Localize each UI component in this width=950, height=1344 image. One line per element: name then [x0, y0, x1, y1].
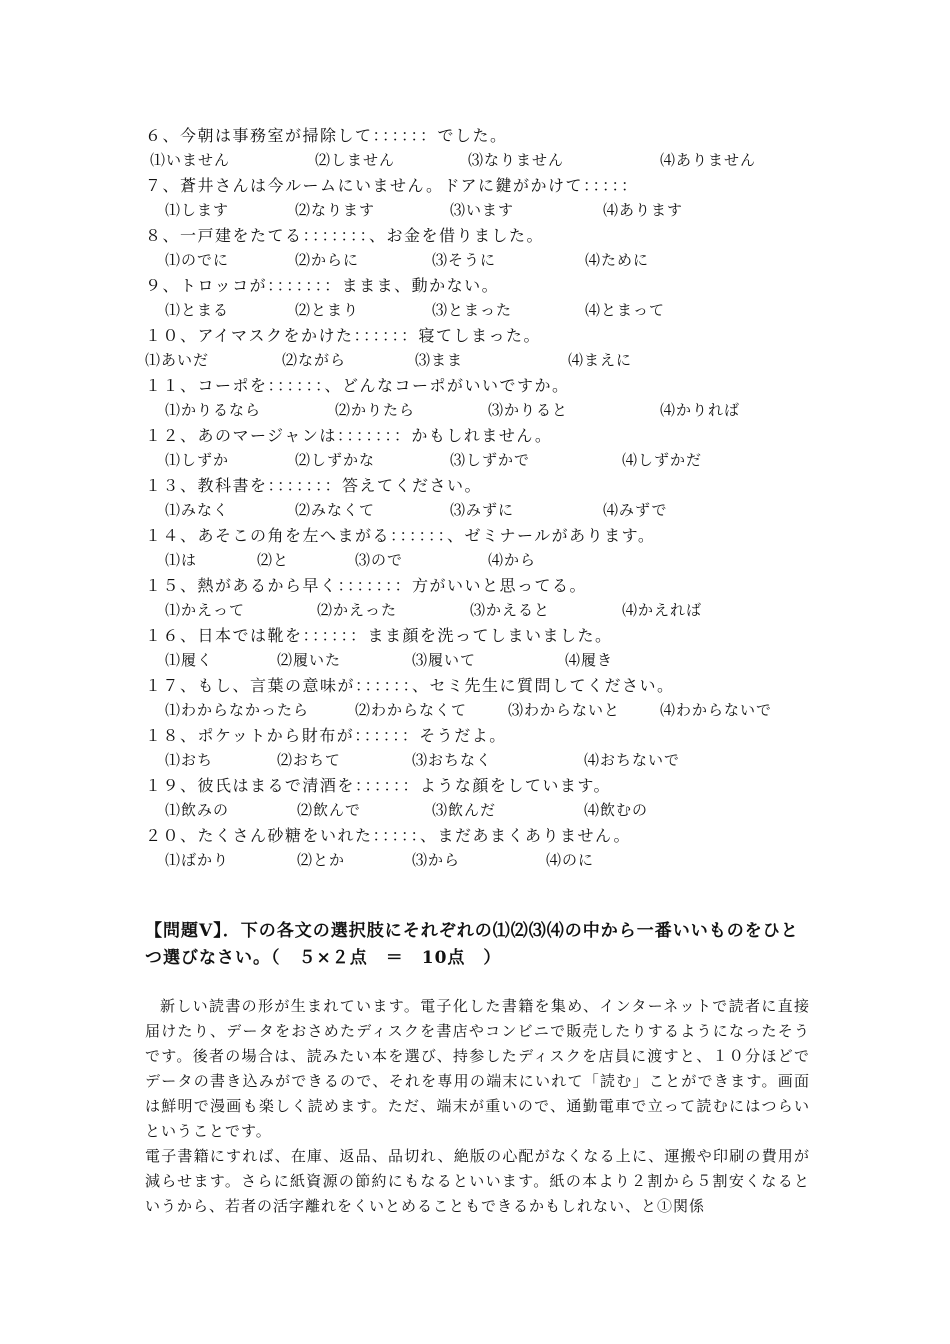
answer-option: ⑵とか [297, 851, 346, 869]
question-item [145, 273, 845, 323]
answer-option: ⑷のに [546, 851, 595, 869]
question-item [145, 773, 845, 823]
answer-option: ⑴は [165, 551, 198, 569]
question-stem: １１、コーポを：：：：：：、どんなコーポがいいですか。 [145, 376, 570, 395]
question-item [145, 623, 845, 673]
question-stem: ６、今朝は事務室が掃除して：：：：：：でした。 [145, 126, 508, 145]
answer-option: ⑵かえった [317, 601, 398, 619]
question-item [145, 673, 845, 723]
answer-option: ⑴履く [165, 651, 214, 669]
answer-option: ⑵みなくて [295, 501, 376, 519]
answer-option: ⑷とまって [585, 301, 666, 319]
answer-option: ⑴おち [165, 751, 214, 769]
question-stem: １７、もし、言葉の意味が：：：：：：、セミ先生に質問してください。 [145, 676, 675, 695]
question-options [145, 198, 845, 223]
reading-paragraph-2: 電子書籍にすれば、在庫、返品、品切れ、絶版の心配がなくなる上に、運搬や印刷の費用が減らせます。さらに紙資源の節約にもなるといいます。紙の本より２割から５割安くなるというから、若者の活字離れをくいとめることもできるかもしれない、と①関係 [145, 1147, 810, 1215]
question-item [145, 573, 845, 623]
question-item [145, 723, 845, 773]
answer-option: ⑴とまる [165, 301, 230, 319]
answer-option: ⑵からに [295, 251, 360, 269]
answer-option: ⑷履き [565, 651, 614, 669]
question-stem: １９、彼氏はまるで清酒を：：：：：：ような顔をしています。 [145, 776, 612, 795]
question-stem: １８、ポケットから財布が：：：：：：そうだよ。 [145, 726, 507, 745]
answer-option: ⑵わからなくて [355, 701, 468, 719]
answer-option: ⑵飲んで [297, 801, 362, 819]
answer-option: ⑴します [165, 201, 230, 219]
question-options [145, 548, 845, 573]
answer-option: ⑶とまった [432, 301, 513, 319]
answer-option: ⑴飲みの [165, 801, 230, 819]
answer-option: ⑶なりません [468, 151, 565, 169]
question-stem: １６、日本では靴を：：：：：：まま顔を洗ってしまいました。 [145, 626, 613, 645]
answer-option: ⑶しずかで [450, 451, 531, 469]
question-options [145, 748, 845, 773]
answer-option: ⑷おちないで [584, 751, 681, 769]
question-options [145, 448, 845, 473]
answer-option: ⑵とまり [295, 301, 360, 319]
question-item [145, 123, 845, 173]
question-options [145, 398, 845, 423]
question-item [145, 323, 845, 373]
question-options [145, 798, 845, 823]
answer-option: ⑵なります [295, 201, 376, 219]
question-options [145, 598, 845, 623]
answer-option: ⑶おちなく [412, 751, 493, 769]
question-item [145, 223, 845, 273]
answer-option: ⑷しずかだ [622, 451, 703, 469]
question-list [145, 123, 845, 873]
answer-option: ⑵ながら [282, 351, 347, 369]
reading-paragraph-1: 新しい読書の形が生まれています。電子化した書籍を集め、インターネットで読者に直接届けたり、データをおさめたディスクを書店やコンビニで販売したりするようになったそうです。後者の場合は、読みたい本を選び、持参したディスクを店員に渡すと、１０分ほどでデータの書き込みができるので、それを専用の端末にいれて「読む」ことができます。画面は鮮明で漫画も楽しく読めます。ただ、端末が重いので、通勤電車で立って読むにはつらいということです。 [145, 997, 810, 1140]
answer-option: ⑶かりると [488, 401, 569, 419]
question-stem: １５、熱があるから早く：：：：：：：方がいいと思ってる。 [145, 576, 588, 595]
question-stem: １２、あのマージャンは：：：：：：：かもしれません。 [145, 426, 553, 445]
answer-option: ⑷飲むの [584, 801, 649, 819]
answer-option: ⑶飲んだ [432, 801, 497, 819]
question-stem: １３、教科書を：：：：：：：答えてください。 [145, 476, 483, 495]
question-item [145, 423, 845, 473]
question-options [145, 298, 845, 323]
answer-option: ⑷まえに [568, 351, 633, 369]
question-options [145, 498, 845, 523]
answer-option: ⑶そうに [432, 251, 497, 269]
question-item [145, 823, 845, 873]
answer-option: ⑴しずか [165, 451, 230, 469]
question-item [145, 173, 845, 223]
question-stem: ８、一戸建をたてる：：：：：：：、お金を借りました。 [145, 226, 545, 245]
answer-option: ⑵しません [315, 151, 396, 169]
answer-option: ⑴あいだ [145, 351, 210, 369]
answer-option: ⑷かえれば [622, 601, 703, 619]
answer-option: ⑷ために [585, 251, 650, 269]
answer-option: ⑵しずかな [295, 451, 376, 469]
answer-option: ⑴かりるなら [165, 401, 262, 419]
answer-option: ⑴のでに [165, 251, 230, 269]
answer-option: ⑷みずで [603, 501, 668, 519]
answer-option: ⑶みずに [450, 501, 515, 519]
question-item [145, 373, 845, 423]
question-stem: １０、アイマスクをかけた：：：：：：寝てしまった。 [145, 326, 542, 345]
answer-option: ⑵履いた [277, 651, 342, 669]
answer-option: ⑷あります [603, 201, 684, 219]
answer-option: ⑵と [257, 551, 290, 569]
answer-option: ⑷かりれば [660, 401, 741, 419]
question-options [145, 348, 845, 373]
answer-option: ⑵おちて [277, 751, 341, 769]
question-stem: ９、トロッコが：：：：：：：ままま、動かない。 [145, 276, 500, 295]
reading-passage [145, 994, 810, 1219]
question-options [145, 848, 845, 873]
question-stem: ２０、たくさん砂糖をいれた：：：：：、まだあまくありません。 [145, 826, 631, 845]
question-stem: ７、蒼井さんは今ルームにいません。ドアに鍵がかけて：：：：： [145, 176, 639, 195]
answer-option: ⑴ばかり [165, 851, 230, 869]
question-options [145, 248, 845, 273]
question-options [145, 148, 845, 173]
answer-option: ⑴みなく [165, 501, 230, 519]
question-options [145, 698, 845, 723]
answer-option: ⑶かえると [470, 601, 551, 619]
answer-option: ⑶ので [355, 551, 404, 569]
answer-option: ⑴いません [150, 151, 231, 169]
answer-option: ⑶履いて [412, 651, 477, 669]
answer-option: ⑵かりたら [335, 401, 416, 419]
section-title: 【問題Ⅴ】．下の各文の選択肢にそれぞれの⑴⑵⑶⑷の中から一番いいものをひとつ選びなさい。（ ５×２点 ＝ 10点 ） [145, 921, 799, 968]
answer-option: ⑷から [488, 551, 537, 569]
question-options [145, 648, 845, 673]
question-item [145, 473, 845, 523]
answer-option: ⑶まま [415, 351, 464, 369]
question-item [145, 523, 845, 573]
answer-option: ⑷ありません [660, 151, 757, 169]
answer-option: ⑴わからなかったら [165, 701, 310, 719]
answer-option: ⑷わからないで [660, 701, 773, 719]
question-stem: １４、あそこの角を左へまがる：：：：：：、ゼミナールがあります。 [145, 526, 656, 545]
answer-option: ⑴かえって [165, 601, 246, 619]
answer-option: ⑶います [450, 201, 515, 219]
answer-option: ⑶から [412, 851, 461, 869]
answer-option: ⑶わからないと [508, 701, 621, 719]
